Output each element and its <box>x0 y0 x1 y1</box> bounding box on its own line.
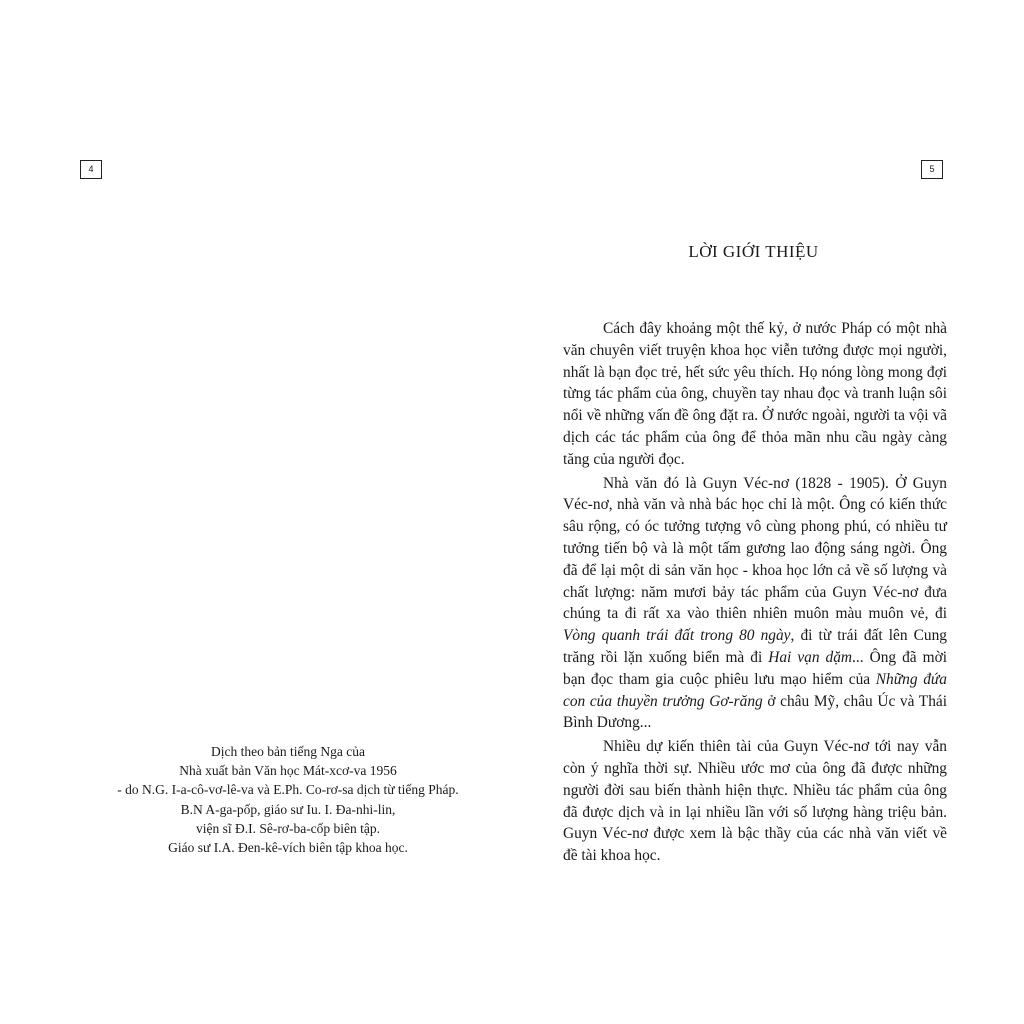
translation-credits <box>60 742 516 857</box>
paragraph-text: ... Ông đã mời bạn đọc tham gia cuộc phiêu lưu mạo hiểm của <box>563 648 947 688</box>
page-number-right: 5 <box>921 160 943 179</box>
book-title: Những đứa con của thuyền trưởng Gơ-răng <box>563 670 947 710</box>
credits-line: - do N.G. I-a-cô-vơ-lê-va và E.Ph. Co-rơ-sa dịch từ tiếng Pháp. <box>117 782 459 798</box>
chapter-title: LỜI GIỚI THIỆU <box>688 242 819 261</box>
page-number-left: 4 <box>80 160 102 179</box>
book-title: Vòng quanh trái đất trong 80 ngày <box>563 627 791 645</box>
credits-line: Giáo sư I.A. Đen-kê-vích biên tập khoa học. <box>168 840 408 856</box>
book-title: Hai vạn dặm <box>768 648 853 666</box>
paragraph-text: ở châu Mỹ, châu Úc và Thái Bình Dương... <box>563 692 947 732</box>
credits-line: Nhà xuất bản Văn học Mát-xcơ-va 1956 <box>179 763 397 779</box>
paragraph-text: , đi từ trái đất lên Cung trăng rồi lặn xuống biển mà đi <box>563 627 947 666</box>
paragraph: Nhiều dự kiến thiên tài của Guyn Véc-nơ tới nay vẫn còn ý nghĩa thời sự. Nhiều ước mơ của ông đã được những người đời sau biến thành hiện thực. Nhiều tác phẩm của ông đã được dịch và in lại nhiều lần với số lượng hàng triệu bản. Guyn Véc-nơ được xem là bậc thầy của các nhà văn viết về đề tài khoa học. <box>563 738 947 865</box>
credits-line: B.N A-ga-pốp, giáo sư Iu. I. Đa-nhi-lin, <box>180 801 396 817</box>
paragraph: Cách đây khoảng một thế kỷ, ở nước Pháp có một nhà văn chuyên viết truyện khoa học viễn tưởng được mọi người, nhất là bạn đọc trẻ, hết sức yêu thích. Họ nóng lòng mong đợi từng tác phẩm của ông, chuyền tay nhau đọc và tranh luận sôi nổi về những vấn đề ông đặt ra. Ở nước ngoài, người ta vội vã dịch các tác phẩm của ông để thỏa mãn nhu cầu ngày càng tăng của người đọc. <box>563 320 947 468</box>
paragraph <box>563 473 947 735</box>
introduction-body <box>563 318 947 867</box>
paragraph-text: Nhà văn đó là Guyn Véc-nơ (1828 - 1905). Ở Guyn Véc-nơ, nhà văn và nhà bác học chỉ là một. Ông có kiến thức sâu rộng, có óc tưởng tượng vô cùng phong phú, có nhiều tư tưởng tiến bộ và là một tấm gương lao động sáng ngời. Ông đã để lại một di sản văn học - khoa học lớn cả về số lượng và chất lượng: năm mươi bảy tác phẩm của Guyn Véc-nơ đưa chúng ta đi rất xa vào thiên nhiên muôn màu muôn vẻ, đi <box>563 474 947 623</box>
credits-line: viện sĩ Đ.I. Sê-rơ-ba-cốp biên tập. <box>195 820 381 836</box>
credits-line: Dịch theo bản tiếng Nga của <box>210 744 366 759</box>
